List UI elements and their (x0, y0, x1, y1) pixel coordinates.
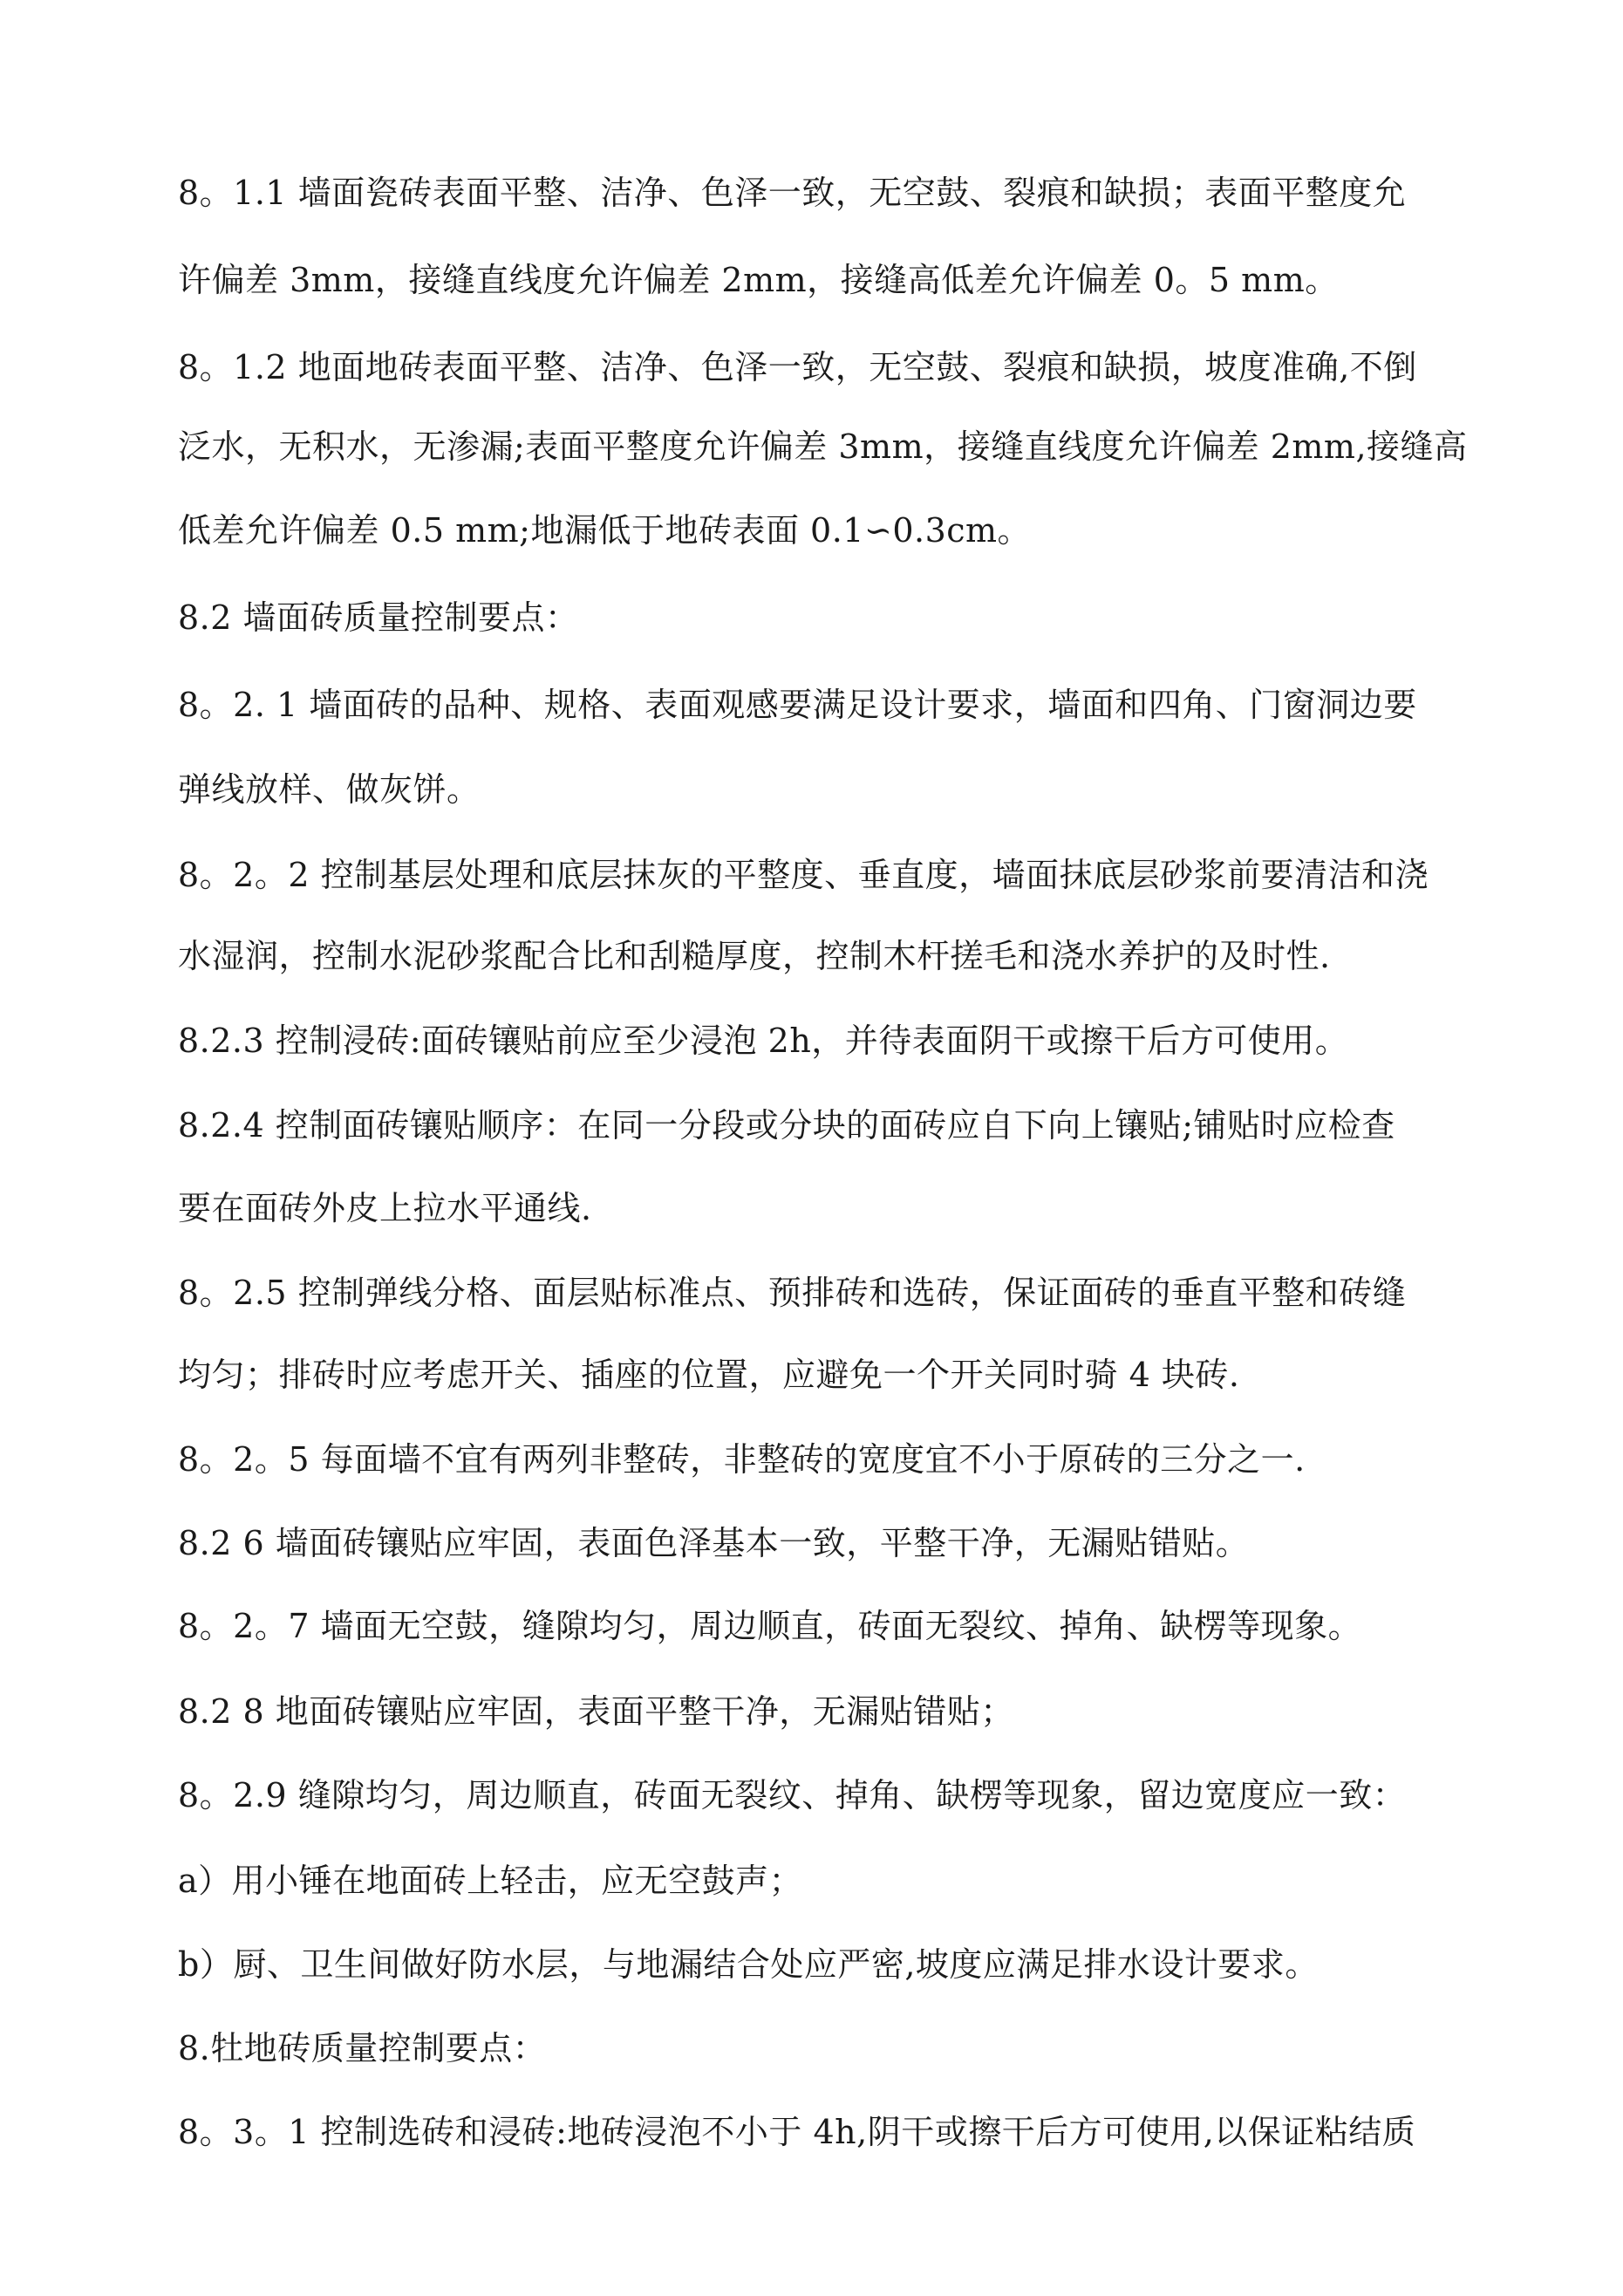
list-item: a）用小锤在地面砖上轻击，应无空鼓声； (178, 1862, 803, 1900)
text-line: 低差允许偏差 0.5 mm;地漏低于地砖表面 0.1∽0.3cm。 (178, 511, 1032, 550)
section-heading: 8.2 墙面砖质量控制要点： (178, 598, 579, 637)
text-line: 8。1.1 墙面瓷砖表面平整、洁净、色泽一致，无空鼓、裂痕和缺损；表面平整度允 (178, 174, 1407, 212)
text-line: 8.2.4 控制面砖镶贴顺序：在同一分段或分块的面砖应自下向上镶贴;铺贴时应检查 (178, 1106, 1395, 1145)
text-line: 8。2.5 控制弹线分格、面层贴标准点、预排砖和选砖，保证面砖的垂直平整和砖缝 (178, 1274, 1407, 1312)
text-line: 8。2.9 缝隙均匀，周边顺直，砖面无裂纹、掉角、缺楞等现象，留边宽度应一致： (178, 1776, 1407, 1814)
text-line: 8。2. 1 墙面砖的品种、规格、表面观感要满足设计要求，墙面和四角、门窗洞边要 (178, 686, 1417, 724)
text-line: 8。3。1 控制选砖和浸砖:地砖浸泡不小于 4h,阴干或擦干后方可使用,以保证粘结质 (178, 2113, 1416, 2151)
text-line: 8。2。5 每面墙不宜有两列非整砖，非整砖的宽度宜不小于原砖的三分之一. (178, 1440, 1306, 1479)
section-heading: 8.牡地砖质量控制要点： (178, 2029, 547, 2067)
text-line: 8.2 6 墙面砖镶贴应牢固，表面色泽基本一致，平整干净，无漏贴错贴。 (178, 1524, 1250, 1562)
text-line: 要在面砖外皮上拉水平通线. (178, 1189, 592, 1227)
text-line: 弹线放样、做灰饼。 (178, 770, 481, 809)
list-item: b）厨、卫生间做好防水层，与地漏结合处应严密,坡度应满足排水设计要求。 (178, 1945, 1319, 1984)
text-line: 8.2 8 地面砖镶贴应牢固，表面平整干净，无漏贴错贴； (178, 1692, 1014, 1731)
text-line: 8.2.3 控制浸砖:面砖镶贴前应至少浸泡 2h，并待表面阴干或擦干后方可使用。 (178, 1022, 1349, 1060)
text-line: 许偏差 3mm，接缝直线度允许偏差 2mm，接缝高低差允许偏差 0。5 mm。 (178, 261, 1339, 299)
text-line: 均匀；排砖时应考虑开关、插座的位置，应避免一个开关同时骑 4 块砖. (178, 1356, 1240, 1394)
text-line: 水湿润，控制水泥砂浆配合比和刮糙厚度，控制木杆搓毛和浇水养护的及时性. (178, 937, 1331, 975)
text-line: 泛水，无积水，无渗漏;表面平整度允许偏差 3mm，接缝直线度允许偏差 2mm,接缝高 (178, 427, 1468, 466)
text-line: 8。1.2 地面地砖表面平整、洁净、色泽一致，无空鼓、裂痕和缺损，坡度准确,不倒 (178, 348, 1417, 386)
text-line: 8。2。7 墙面无空鼓，缝隙均匀，周边顺直，砖面无裂纹、掉角、缺楞等现象。 (178, 1607, 1362, 1645)
text-line: 8。2。2 控制基层处理和底层抹灰的平整度、垂直度，墙面抹底层砂浆前要清洁和浇 (178, 856, 1429, 894)
